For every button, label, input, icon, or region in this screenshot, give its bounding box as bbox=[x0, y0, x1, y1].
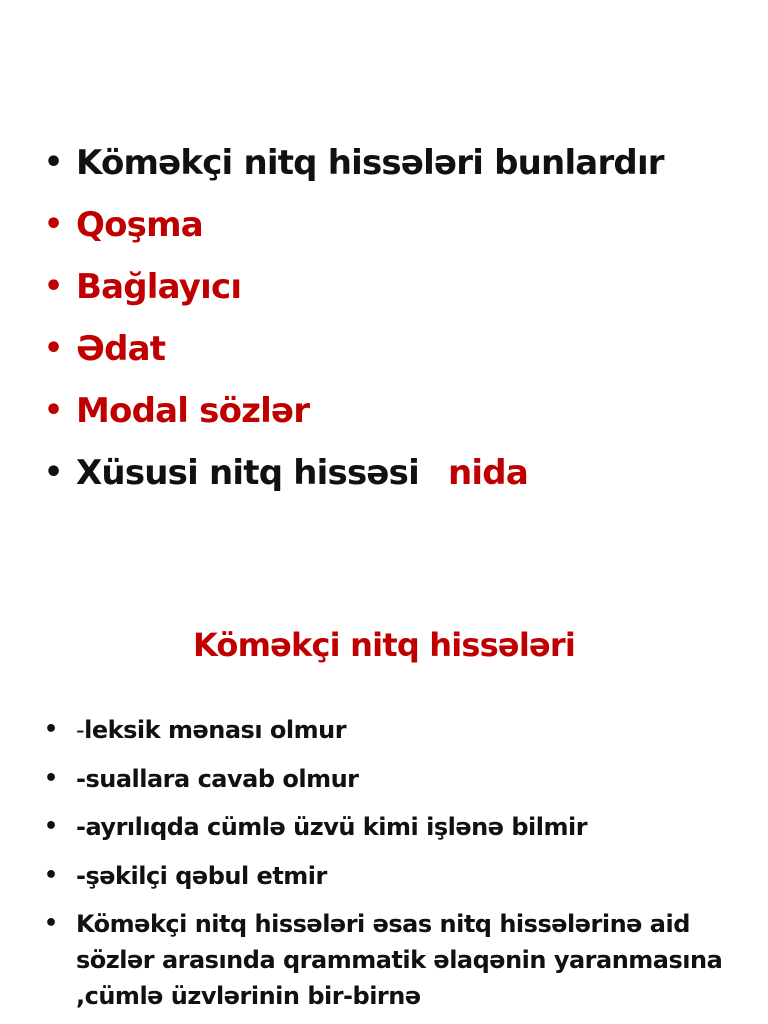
list-item bbox=[44, 262, 664, 324]
list-item bbox=[44, 200, 664, 262]
list-item-text: Köməkçi nitq hissələri bunlardır bbox=[76, 143, 664, 183]
list-item-text: -ayrılıqda cümlə üzvü kimi işlənə bilmir bbox=[76, 813, 588, 841]
list-item bbox=[44, 712, 734, 748]
list-item bbox=[44, 386, 664, 448]
bullet-icon: • bbox=[44, 455, 63, 490]
list-item-text: -şəkilçi qəbul etmir bbox=[76, 861, 327, 890]
list-item bbox=[44, 858, 734, 894]
bullet-icon: • bbox=[44, 393, 63, 428]
bullet-icon: • bbox=[44, 331, 63, 366]
list-item-text: leksik mənası olmur bbox=[84, 716, 347, 744]
bullet-icon: • bbox=[44, 145, 63, 180]
list-item bbox=[44, 448, 664, 510]
list-item bbox=[44, 906, 734, 1014]
slide-auxiliary-parts bbox=[0, 560, 768, 1024]
bullet-icon: • bbox=[44, 207, 63, 242]
highlight-word: nida bbox=[448, 453, 528, 493]
list-item-text: Qoşma bbox=[76, 205, 203, 245]
bullet-icon: • bbox=[44, 269, 63, 304]
dash: - bbox=[76, 716, 85, 744]
bullet-icon: • bbox=[44, 862, 58, 888]
list-item bbox=[44, 138, 664, 200]
bullet-icon: • bbox=[44, 814, 58, 839]
slide-title: Köməkçi nitq hissələri bbox=[192, 626, 576, 664]
bullet-icon: • bbox=[44, 717, 58, 742]
list-item-text: -suallara cavab olmur bbox=[76, 764, 359, 793]
list-item-text: Modal sözlər bbox=[76, 391, 310, 431]
bullet-icon: • bbox=[44, 911, 58, 936]
list-item-text: Ədat bbox=[76, 329, 166, 369]
list-item bbox=[44, 809, 734, 845]
list-item bbox=[44, 324, 664, 386]
bullet-list bbox=[44, 712, 734, 1024]
bullet-list bbox=[44, 138, 664, 510]
list-item-text: Köməkçi nitq hissələri əsas nitq hissələrinə aid sözlər arasında qrammatik əlaqənin yaranmasına ,cümlə üzvlərinin bir-birnə bbox=[76, 910, 723, 1010]
list-item-text: Bağlayıcı bbox=[76, 267, 242, 307]
list-item-text: Xüsusi nitq hissəsi bbox=[76, 453, 419, 493]
bullet-icon: • bbox=[44, 765, 58, 791]
list-item bbox=[44, 761, 734, 797]
